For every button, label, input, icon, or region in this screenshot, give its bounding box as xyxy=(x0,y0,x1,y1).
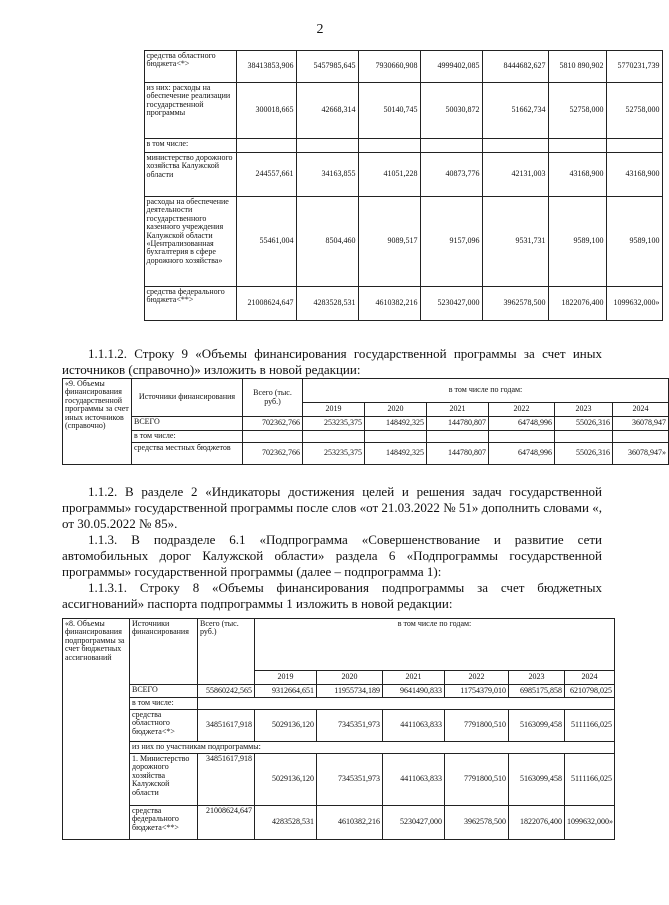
t1-cell: 9157,096 xyxy=(420,197,482,287)
t1-cell: 8444682,627 xyxy=(482,51,548,83)
t1-cell: 5810 890,902 xyxy=(548,51,606,83)
t1-cell: 34163,855 xyxy=(296,153,358,197)
t1-cell: 9089,517 xyxy=(358,197,420,287)
t3-cell: 55860242,565 xyxy=(198,685,255,698)
t3-cell: 21008624,647 xyxy=(198,806,255,840)
t1-cell: 4999402,085 xyxy=(420,51,482,83)
t3-cell: 7345351,973 xyxy=(317,754,383,806)
t2-r2-label: в том числе: xyxy=(132,431,243,443)
t2-cell: 148492,325 xyxy=(365,417,427,431)
t3-r6-label: средства федерального бюджета<**> xyxy=(130,806,198,840)
t1-cell: 3962578,500 xyxy=(482,287,548,321)
t1-row xyxy=(62,51,662,83)
t2-cell: 702362,766 xyxy=(243,417,303,431)
t3-cell: 5230427,000 xyxy=(383,806,445,840)
t3-cell: 5111166,025 xyxy=(565,754,615,806)
t2-r1-label: ВСЕГО xyxy=(132,417,243,431)
t3-year: 2023 xyxy=(509,671,565,685)
t1-cell: 1822076,400 xyxy=(548,287,606,321)
t2-cell: 36078,947» xyxy=(613,443,669,465)
t1-cell: 42131,003 xyxy=(482,153,548,197)
t3-cell: 6985175,858 xyxy=(509,685,565,698)
t2-r3-label: средства местных бюджетов xyxy=(132,443,243,465)
t1-row xyxy=(62,287,662,321)
t1-cell: 4610382,216 xyxy=(358,287,420,321)
t2-h-years-group: в том числе по годам: xyxy=(303,379,669,403)
t3-cell: 11955734,189 xyxy=(317,685,383,698)
t1-cell xyxy=(236,139,296,153)
t1-cell: 50030,872 xyxy=(420,83,482,139)
t3-r1-label: ВСЕГО xyxy=(130,685,198,698)
t1-cell xyxy=(606,139,662,153)
t3-cell: 1099632,000» xyxy=(565,806,615,840)
t1-cell xyxy=(482,139,548,153)
t2-cell: 55026,316 xyxy=(555,417,613,431)
t2-year: 2021 xyxy=(427,403,489,417)
t1-cell: 43168,900 xyxy=(548,153,606,197)
t3-year: 2024 xyxy=(565,671,615,685)
t3-h-years-group: в том числе по годам: xyxy=(255,619,615,671)
t3-cell: 5029136,120 xyxy=(255,754,317,806)
t1-row xyxy=(62,83,662,139)
t2-year: 2023 xyxy=(555,403,613,417)
t3-year: 2020 xyxy=(317,671,383,685)
t3-cell: 4283528,531 xyxy=(255,806,317,840)
t2-year: 2022 xyxy=(489,403,555,417)
t3-h-source: Источники финансирования xyxy=(130,619,198,685)
t1-cell: 43168,900 xyxy=(606,153,662,197)
t3-cell: 1822076,400 xyxy=(509,806,565,840)
t1-cell: 5230427,000 xyxy=(420,287,482,321)
t2-year: 2024 xyxy=(613,403,669,417)
t2-cell: 702362,766 xyxy=(243,443,303,465)
t1-row xyxy=(62,197,662,287)
t3-cell: 3962578,500 xyxy=(445,806,509,840)
t2-year: 2019 xyxy=(303,403,365,417)
t1-cell xyxy=(420,139,482,153)
page-number: 2 xyxy=(316,22,324,37)
t2-cell: 64748,996 xyxy=(489,417,555,431)
t1-cell: 7930660,908 xyxy=(358,51,420,83)
other-sources-table xyxy=(62,378,669,465)
t1-row-label: министерство дорожного хозяйства Калужской области xyxy=(144,153,236,197)
t2-cell: 253235,375 xyxy=(303,417,365,431)
t3-row-label: «8. Объемы финансирования подпрограммы за счет бюджетных ассигнований xyxy=(63,619,130,840)
t1-cell: 9589,100 xyxy=(548,197,606,287)
t1-cell: 300018,665 xyxy=(236,83,296,139)
t2-cell: 253235,375 xyxy=(303,443,365,465)
t3-cell: 4610382,216 xyxy=(317,806,383,840)
t2-cell: 55026,316 xyxy=(555,443,613,465)
t1-cell: 50140,745 xyxy=(358,83,420,139)
t1-row-label: расходы на обеспечение деятельности государственного казенного учреждения Калужской области «Централизованная бухгалтерия в сфере дорожного хозяйства» xyxy=(144,197,236,287)
t3-cell: 34851617,918 xyxy=(198,710,255,742)
t1-row xyxy=(62,139,662,153)
t2-row-label: «9. Объемы финансирования государственной программы за счет иных источников (справочно) xyxy=(63,379,132,465)
t2-h-total: Всего (тыс. руб.) xyxy=(243,379,303,417)
t3-cell: 6210798,025 xyxy=(565,685,615,698)
paragraph-1-1-2: 1.1.2. В разделе 2 «Индикаторы достижения целей и решения задач государственной программы» государственной программы после слов «от 21.03.2022 № 51» дополнить словами «, от 30.05.2022 № 85». xyxy=(62,484,602,531)
t3-year: 2021 xyxy=(383,671,445,685)
t1-row-label: из них: расходы на обеспечение реализации государственной программы xyxy=(144,83,236,139)
t1-cell: 38413853,906 xyxy=(236,51,296,83)
t1-cell: 244557,661 xyxy=(236,153,296,197)
t1-cell: 21008624,647 xyxy=(236,287,296,321)
paragraph-1-1-3: 1.1.3. В подразделе 6.1 «Подпрограмма «Совершенствование и развитие сети автомобильных дорог Калужской области» раздела 6 «Подпрограммы государственной программы» государственной программы (далее – подпрограмма 1): xyxy=(62,532,602,579)
paragraph-1-1-3-1: 1.1.3.1. Строку 8 «Объемы финансирования подпрограммы за счет бюджетных ассигнований» паспорта подпрограммы 1 изложить в новой редакции: xyxy=(62,580,602,611)
t3-r5-label: 1. Министерство дорожного хозяйства Калужской области xyxy=(130,754,198,806)
t1-cell: 9531,731 xyxy=(482,197,548,287)
t1-cell: 51662,734 xyxy=(482,83,548,139)
t3-cell: 5163099,458 xyxy=(509,710,565,742)
t3-year: 2019 xyxy=(255,671,317,685)
t3-year: 2022 xyxy=(445,671,509,685)
t1-row-label: средства федерального бюджета<**> xyxy=(144,287,236,321)
t1-cell: 42668,314 xyxy=(296,83,358,139)
t1-cell: 52758,000 xyxy=(606,83,662,139)
t1-cell: 8504,460 xyxy=(296,197,358,287)
t3-cell: 34851617,918 xyxy=(198,754,255,806)
t1-row xyxy=(62,153,662,197)
t1-cell: 55461,004 xyxy=(236,197,296,287)
t2-cell: 36078,947 xyxy=(613,417,669,431)
t2-year: 2020 xyxy=(365,403,427,417)
t1-cell: 40873,776 xyxy=(420,153,482,197)
subprogram-budget-table xyxy=(62,618,615,840)
t1-cell xyxy=(296,139,358,153)
t2-h-source: Источники финансирования xyxy=(132,379,243,417)
t3-cell: 5029136,120 xyxy=(255,710,317,742)
budget-table-continued xyxy=(62,50,663,321)
t3-cell: 11754379,010 xyxy=(445,685,509,698)
t3-r3-label: средства областного бюджета<*> xyxy=(130,710,198,742)
t3-r4-label: из них по участникам подпрограммы: xyxy=(130,742,615,754)
t1-cell: 5770231,739 xyxy=(606,51,662,83)
t1-cell: 9589,100 xyxy=(606,197,662,287)
paragraph-1-1-1-2: 1.1.1.2. Строку 9 «Объемы финансирования государственной программы за счет иных источников (справочно)» изложить в новой редакции: xyxy=(62,346,602,377)
t3-cell: 5163099,458 xyxy=(509,754,565,806)
t3-cell: 7791800,510 xyxy=(445,710,509,742)
t3-cell: 7345351,973 xyxy=(317,710,383,742)
t3-cell: 9641490,833 xyxy=(383,685,445,698)
t1-cell: 5457985,645 xyxy=(296,51,358,83)
t2-cell: 64748,996 xyxy=(489,443,555,465)
t3-r2-label: в том числе: xyxy=(130,698,198,710)
t2-cell: 144780,807 xyxy=(427,417,489,431)
t3-cell: 4411063,833 xyxy=(383,710,445,742)
t3-h-total: Всего (тыс. руб.) xyxy=(198,619,255,685)
t1-cell: 1099632,000» xyxy=(606,287,662,321)
t2-cell: 144780,807 xyxy=(427,443,489,465)
t3-cell: 5111166,025 xyxy=(565,710,615,742)
t1-row-label: в том числе: xyxy=(144,139,236,153)
t2-cell: 148492,325 xyxy=(365,443,427,465)
t1-row-label: средства областного бюджета<*> xyxy=(144,51,236,83)
t1-cell xyxy=(548,139,606,153)
t3-cell: 7791800,510 xyxy=(445,754,509,806)
t1-cell: 52758,000 xyxy=(548,83,606,139)
t1-cell xyxy=(358,139,420,153)
t3-cell: 9312664,651 xyxy=(255,685,317,698)
t3-cell: 4411063,833 xyxy=(383,754,445,806)
t1-cell: 41051,228 xyxy=(358,153,420,197)
t1-cell: 4283528,531 xyxy=(296,287,358,321)
